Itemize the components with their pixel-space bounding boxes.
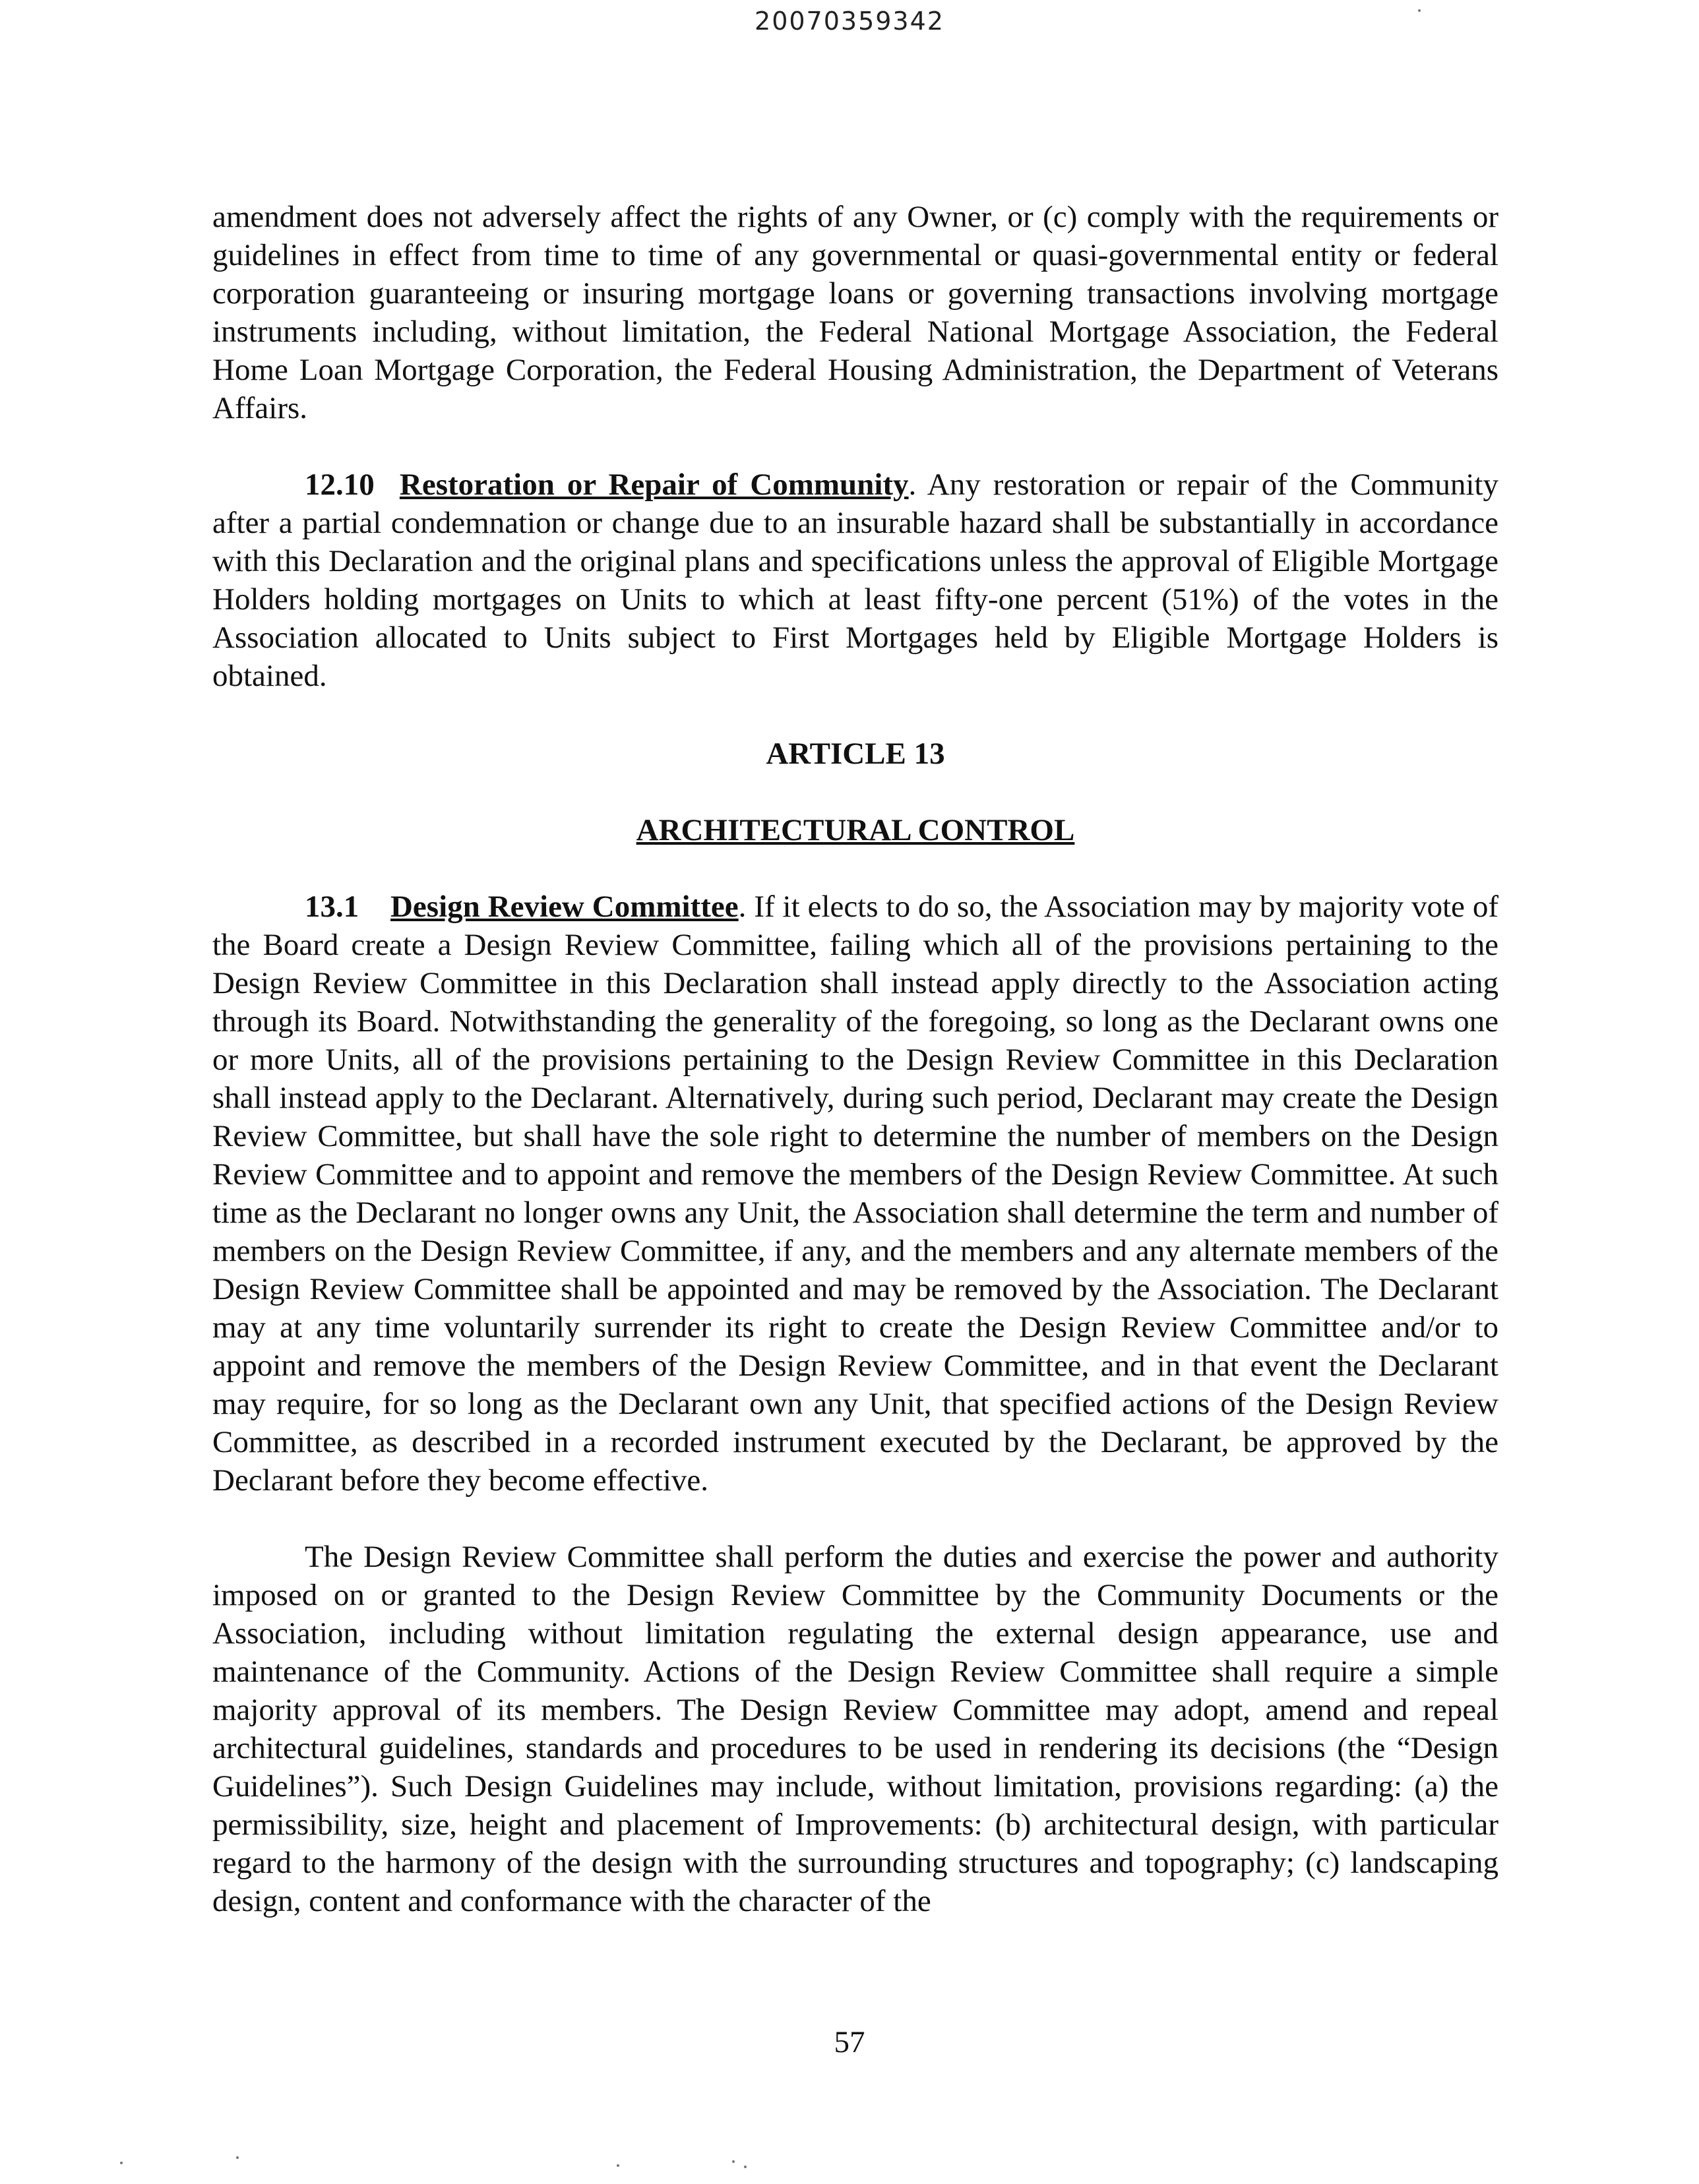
scan-speck <box>732 2160 735 2163</box>
section-title: Design Review Committee <box>390 890 739 924</box>
section-13-1 <box>212 888 1498 1500</box>
article-title: ARCHITECTURAL CONTROL <box>636 813 1075 847</box>
section-number: 13.1 <box>305 890 359 924</box>
scan-speck <box>1418 9 1421 12</box>
section-text: . If it elects to do so, the Association may by majority vote of the Board create a Design Review Committee, failing which all of the provisions pertaining to the Design Review Committee in this Declaration shall instead apply directly to the Association acting through its Board. Notwithstanding the generality of the foregoing, so long as the Declarant owns one or more Units, all of the provisions pertaining to the Design Review Committee in this Declaration shall instead apply to the Declarant. Alternatively, during such period, Declarant may create the Design Review Committee, but shall have the sole right to determine the number of members on the Design Review Committee and to appoint and remove the members of the Design Review Committee. At such time as the Declarant no longer owns any Unit, the Association shall determine the term and number of members on the Design Review Committee, if any, and the members and any alternate members of the Design Review Committee shall be appointed and may be removed by the Association. The Declarant may at any time voluntarily surrender its right to create the Design Review Committee and/or to appoint and remove the members of the Design Review Committee, and in that event the Declarant may require, for so long as the Declarant own any Unit, that specified actions of the Design Review Committee, as described in a recorded instrument executed by the Declarant, be approved by the Declarant before they become effective. <box>212 890 1498 1498</box>
scan-speck <box>236 2156 239 2159</box>
duties-paragraph: The Design Review Committee shall perform the duties and exercise the power and authority imposed on or granted to the Design Review Committee by the Community Documents or the Association, including without limitation regulating the external design appearance, use and maintenance of the Community. Actions of the Design Review Committee shall require a simple majority approval of its members. The Design Review Committee may adopt, amend and repeal architectural guidelines, standards and procedures to be used in rendering its decisions (the “Design Guidelines”). Such Design Guidelines may include, without limitation, provisions regarding: (a) the permissibility, size, height and placement of Improvements: (b) architectural design, with particular regard to the harmony of the design with the surrounding structures and topography; (c) landscaping design, content and conformance with the character of the <box>212 1540 1498 1918</box>
scan-speck <box>617 2164 619 2167</box>
section-12-10 <box>212 466 1498 695</box>
section-text: . Any restoration or repair of the Community after a partial condemnation or change due to an insurable hazard shall be substantially in accordance with this Declaration and the original plans and specifications unless the approval of Eligible Mortgage Holders holding mortgages on Units to which at least fifty-one percent (51%) of the votes in the Association allocated to Units subject to First Mortgages held by Eligible Mortgage Holders is obtained. <box>212 468 1498 693</box>
scan-speck <box>744 2166 747 2168</box>
article-label: ARTICLE 13 <box>766 737 945 771</box>
section-number: 12.10 <box>305 468 375 502</box>
section-title: Restoration or Repair of Community <box>399 468 909 502</box>
continuation-paragraph: amendment does not adversely affect the rights of any Owner, or (c) comply with the requirements or guidelines in effect from time to time of any governmental or quasi-governmental entity or federal corporation guaranteeing or insuring mortgage loans or governing transactions involving mortgage instruments including, without limitation, the Federal National Mortgage Association, the Federal Home Loan Mortgage Corporation, the Federal Housing Administration, the Department of Veterans Affairs. <box>212 200 1498 425</box>
scan-speck <box>120 2162 123 2164</box>
page-number: 57 <box>834 2025 865 2059</box>
page-body <box>212 198 1498 1920</box>
document-number: 20070359342 <box>755 7 944 36</box>
